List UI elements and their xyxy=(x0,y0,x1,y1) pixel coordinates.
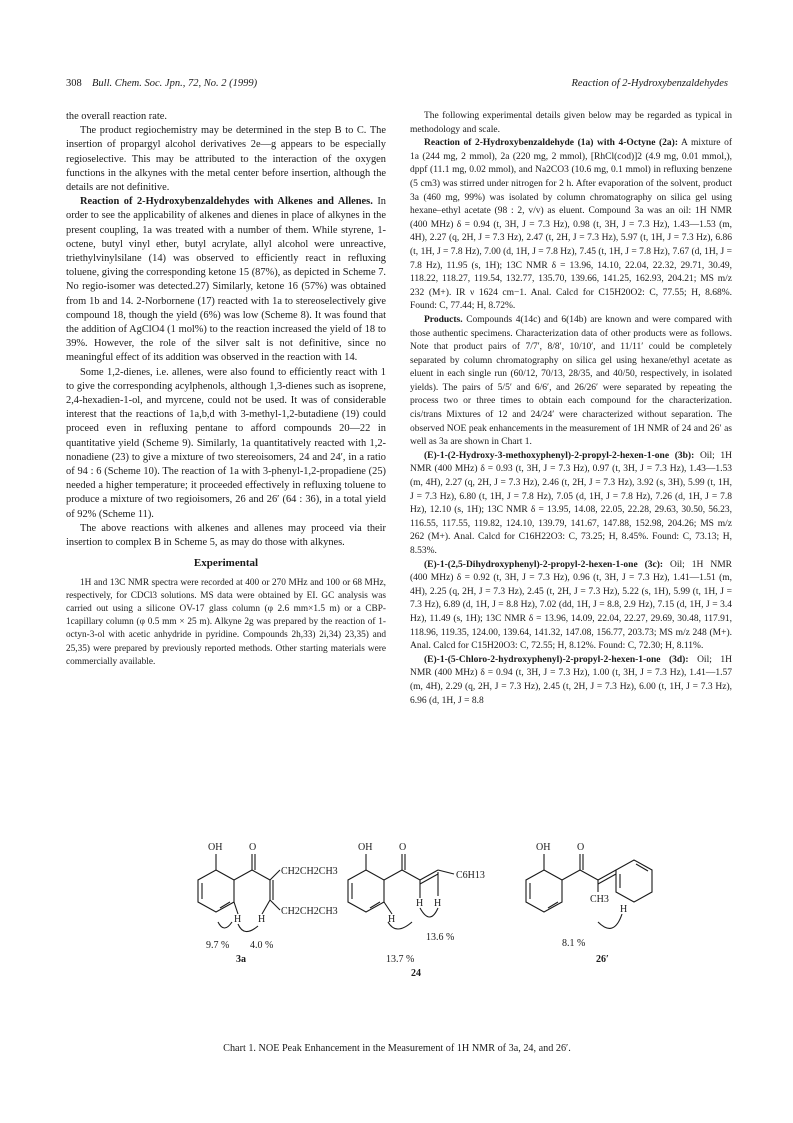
paragraph xyxy=(410,450,732,559)
page-header xyxy=(66,78,728,94)
chart-caption: Chart 1. NOE Peak Enhancement in the Measurement of 1H NMR of 3a, 24, and 26′. xyxy=(223,1043,571,1054)
page-number: 308 xyxy=(66,78,82,89)
journal-citation: Bull. Chem. Soc. Jpn., 72, No. 2 (1999) xyxy=(92,78,258,89)
carbonyl-o-label: O xyxy=(399,842,407,853)
procedure-heading: Reaction of 2-Hydroxybenzaldehyde (1a) with 4-Octyne (2a): xyxy=(424,138,678,149)
left-column xyxy=(66,110,386,669)
compound-heading: (E)-1-(5-Chloro-2-hydroxyphenyl)-2-propyl-2-hexen-1-one (3d): xyxy=(424,654,689,665)
paragraph xyxy=(410,314,732,450)
compound-heading: (E)-1-(2,5-Dihydroxyphenyl)-2-propyl-2-hexen-1-one (3c): xyxy=(424,559,664,570)
structure-24 xyxy=(348,842,485,979)
oh-label: OH xyxy=(358,842,373,853)
paragraph: The above reactions with alkenes and allenes may proceed via their insertion to complex B in Scheme 5, as may do those with alkynes. xyxy=(66,522,386,549)
noe-value: 4.0 % xyxy=(250,940,274,951)
section-heading: Reaction of 2-Hydroxybenzaldehydes with Alkenes and Allenes. xyxy=(80,196,373,208)
experimental-heading: Experimental xyxy=(193,557,259,570)
paragraph xyxy=(410,654,732,708)
paragraph-body: Oil; 1H NMR (400 MHz) δ = 0.94 (t, 3H, J = 7.3 Hz), 1.00 (t, 3H, J = 7.3 Hz), 1.41—1.57 (m, 4H), 2.29 (q, 2H, J = 7.3 Hz), 2.45 (t, 2H, J = 7.3 Hz), 6.00 (t, 1H, J = 7.3 Hz), 6.96 (d, 1H, J = 8.8 xyxy=(410,654,732,706)
paragraph: 1H and 13C NMR spectra were recorded at 400 or 270 MHz and 100 or 68 MHz, respectively, for CDCl3 solutions. MS data were obtained by EI. GC analysis was carried out using a silicone OV-17 glass column (φ 2.6 mm×1.5 m) or a CBP-1capillary column (φ 0.5 mm × 25 m). Alkyne 2g was prepared by the reaction of 1-octyn-3-ol with acetic anhydride in pyridine. Compounds 2h,33) 2i,34) 23,35) and 25,35) were prepared by previously reported methods. Other starting materials were commercially available. xyxy=(66,577,386,667)
methyl-label: CH3 xyxy=(590,894,609,905)
paragraph: The product regiochemistry may be determined in the step B to C. The insertion of propargyl alcohol derivatives 2e—g appears to be especially regioselective. This may be attributed to the interaction of the oxygen functions in the alkynes with the metal center before insertion, although the details are not definitive. xyxy=(66,125,386,194)
structure-3a xyxy=(198,842,338,965)
running-title: Reaction of 2-Hydroxybenzaldehydes xyxy=(571,78,728,89)
paragraph: the overall reaction rate. xyxy=(66,111,167,122)
compound-label: 24 xyxy=(411,968,421,979)
paragraph xyxy=(66,195,386,365)
paragraph xyxy=(410,559,732,654)
paragraph-body: Oil; 1H NMR (400 MHz) δ = 0.93 (t, 3H, J = 7.3 Hz), 0.97 (t, 3H, J = 7.3 Hz), 1.43—1.53 (m, 4H), 2.27 (q, 2H, J = 7.3 Hz), 2.46 (t, 2H, J = 7.3 Hz), 3.92 (s, 3H), 5.99 (t, 1H, J = 7.3 Hz), 6.80 (t, 1H, J = 7.8 Hz), 7.05 (d, 1H, J = 7.8 Hz), 7.26 (d, 1H, J = 7.8 Hz), 12.10 (s, 1H); 13C NMR δ = 13.95, 14.08, 22.05, 22.28, 29.63, 30.50, 56.23, 116.55, 117.55, 119.82, 124.10, 139.79, 141.67, 147.88, 152.98, 204.26; MS m/z 262 (M+). Anal. Calcd for C16H22O3: C, 73.25; H, 8.45%. Found: C, 73.13; H, 8.53%. xyxy=(410,450,733,556)
paragraph: The following experimental details given below may be regarded as typical in methodology and scale. xyxy=(410,111,732,135)
substituent-label: CH2CH2CH3 xyxy=(281,866,338,877)
paragraph: Some 1,2-dienes, i.e. allenes, were also found to efficiently react with 1 to give the corresponding acylphenols, although 1,3-dienes such as isoprene, 2,4-hexadien-1-ol, and myrcene, could not be used. It was of considerable interest that the reactions of 1a,b,d with 3-methyl-1,2-butadiene (19) could proceed even in refluxing pentane to afford compounds 20—22 in quantitative yield (Scheme 9). Similarly, 1a quantitatively reacted with 1,2-nonadiene (23) to give a mixture of two stereoisomers, 24 and 24′, in a ratio of 94 : 6 (Scheme 10). The reaction of 1a with 3-phenyl-1,2-propadiene (25) needed a higher temperature; it proceeded effectively in refluxing toluene to produce a mixture of two regioisomers, 26 and 26′ (64 : 36), in a total yield of 92% (Scheme 11). xyxy=(66,366,386,520)
compound-label: 3a xyxy=(236,954,246,965)
chart-1-structures xyxy=(66,830,728,1058)
right-column xyxy=(410,110,732,708)
oh-label: OH xyxy=(208,842,223,853)
compound-label: 26′ xyxy=(596,954,609,965)
structure-26-prime xyxy=(526,842,652,965)
noe-value: 13.6 % xyxy=(426,932,455,943)
paragraph-body: In order to see the applicability of alkenes and dienes in place of alkynes in the present coupling, 1a was treated with a number of them. While styrene, 1-octene, butyl vinyl ether, butyl acrylate, allyl alcohol were unreactive, triethylvinylsilane (14) was observed to efficiently react in refluxing toluene, giving the corresponding ketone 15 (87%), as depicted in Scheme 7. No regio-isomer was detected.27) Similarly, ketone 16 (57%) was obtained from 1b and 14. 2-Norbornene (17) reacted with 1a to stereoselectively give compound 18, though the yield (6%) was low (Scheme 8). It was found that the addition of AgClO4 (1 mol%) to the reaction increased the yield of 18 to 39%. However, the role of the silver salt is not definitive, since no meaningful effect of its addition was observed in the reaction with 14. xyxy=(66,196,386,364)
noe-value: 13.7 % xyxy=(386,954,415,965)
substituent-label: CH2CH2CH3 xyxy=(281,906,338,917)
hydrogen-label: H xyxy=(234,914,242,925)
paragraph xyxy=(410,137,732,314)
compound-heading: (E)-1-(2-Hydroxy-3-methoxyphenyl)-2-propyl-2-hexen-1-one (3b): xyxy=(424,450,695,461)
products-heading: Products. xyxy=(424,314,463,325)
noe-value: 8.1 % xyxy=(562,938,586,949)
paragraph-body: Oil; 1H NMR (400 MHz) δ = 0.92 (t, 3H, J = 7.3 Hz), 0.96 (t, 3H, J = 7.3 Hz), 1.41—1.51 (m, 4H), 2.25 (q, 2H, J = 7.3 Hz), 2.45 (t, 2H, J = 7.3 Hz), 5.22 (s, 1H), 5.99 (t, 1H, J = 7.3 Hz), 6.89 (d, 1H, J = 8.8 Hz), 7.02 (dd, 1H, J = 8.8, 2.9 Hz), 7.15 (d, 1H, J = 3.4 Hz), 11.49 (s, 1H); 13C NMR δ = 13.96, 14.09, 22.04, 22.27, 29.69, 30.48, 117.91, 118.96, 119.35, 124.00, 139.64, 141.32, 147.08, 156.77, 203.73; MS m/z 248 (M+). Anal. Calcd for C15H20O3: C, 72.55; H, 8.12%. Found: C, 72.30; H, 8.11%. xyxy=(410,559,732,652)
hydrogen-label: H xyxy=(258,914,266,925)
paragraph-body: Compounds 4(14c) and 6(14b) are known and were compared with those authentic specimens. Characterization data of other products were as follows. Note that product pairs of 7/7′, 8/8′, 10/10′, and 11/11′ could be completely separated by column chromatography on silica gel using hexane/ethyl acetate as eluent in each single run (60/12, 70/13, 28/35, and 40/50, respectively, in isolated yields). The pairs of 5/5′ and 6/6′, and 26/26′ were separated by repeating the process two or three times to obtain each compound for the characterization. cis/trans Mixtures of 12 and 24/24′ were characterized without separation. The observed NOE peak enhancements in the measurement of 1H NMR of 24 and 26′ as well as 3a are shown in Chart 1. xyxy=(410,314,733,448)
noe-value: 9.7 % xyxy=(206,940,230,951)
oh-label: OH xyxy=(536,842,551,853)
substituent-label: C6H13 xyxy=(456,870,485,881)
carbonyl-o-label: O xyxy=(577,842,585,853)
paragraph-body: A mixture of 1a (244 mg, 2 mmol), 2a (220 mg, 2 mmol), [RhCl(cod)]2 (4.9 mg, 0.01 mmol,), dppf (11.1 mg, 0.02 mmol), and Na2CO3 (10.6 mg, 0.1 mmol) in refluxing benzene (5 cm3) was stirred under nitrogen for 2 h. After evaporation of the solvent, product 3a (460 mg, 99%) was isolated by column chromatography on silica gel using hexane–ethyl acetate (98 : 2, v/v) as eluent. Compound 3a was an oil: 1H NMR (400 MHz) δ = 0.94 (t, 3H, J = 7.3 Hz), 0.98 (t, 3H, J = 7.3 Hz), 1.43—1.53 (m, 4H), 2.27 (q, 2H, J = 7.3 Hz), 2.47 (t, 2H, J = 7.3 Hz), 5.97 (t, 1H, J = 7.3 Hz), 6.86 (t, 1H, J = 7.8 Hz), 7.00 (d, 1H, J = 7.8 Hz), 7.45 (t, 1H, J = 7.8 Hz), 7.67 (d, 1H, J = 7.8 Hz), 11.95 (s, 1H); 13C NMR δ = 13.96, 14.10, 22.04, 22.32, 29.71, 30.49, 118.22, 118.27, 119.54, 132.77, 135.70, 139.66, 141.25, 162.93, 204.21; MS m/z 232 (M+). IR ν 1624 cm−1. Anal. Calcd for C15H20O2: C, 77.55; H, 8.68%. Found: C, 77.44; H, 8.72%. xyxy=(410,138,732,312)
carbonyl-o-label: O xyxy=(249,842,257,853)
hydrogen-label: H xyxy=(388,914,396,925)
hydrogen-label: H xyxy=(434,898,442,909)
hydrogen-label: H xyxy=(620,904,628,915)
hydrogen-label: H xyxy=(416,898,424,909)
